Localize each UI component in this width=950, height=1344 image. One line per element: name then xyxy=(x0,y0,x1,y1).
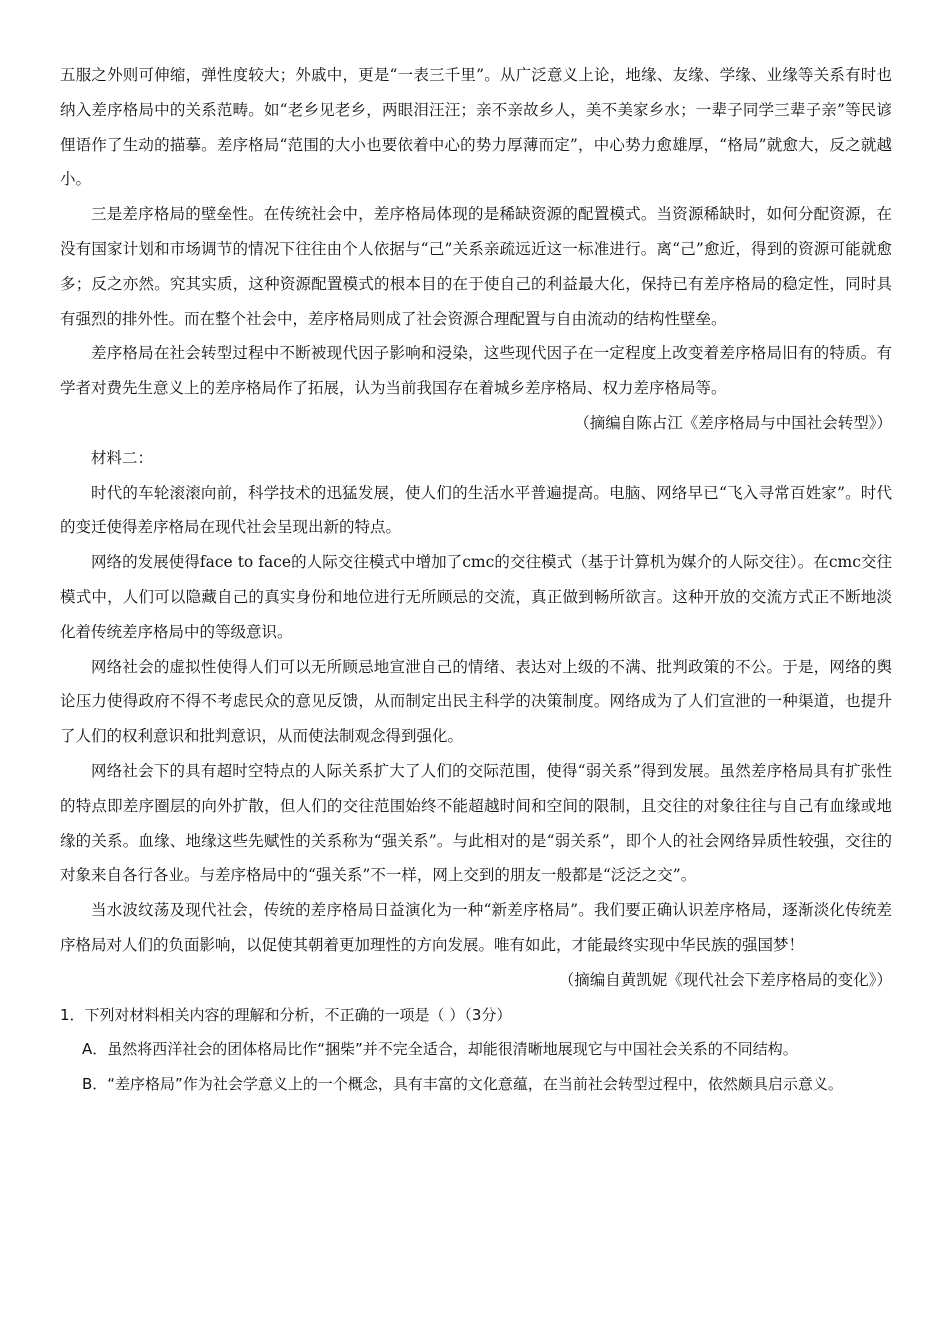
material-2-heading: 材料二： xyxy=(91,448,154,467)
question-1: 1．下列对材料相关内容的理解和分析，不正确的一项是（ ）（3分） xyxy=(60,1005,512,1024)
paragraph-new-pattern: 当水波纹荡及现代社会，传统的差序格局日益演化为一种“新差序格局”。我们要正确认识差序格局，逐渐淡化传统差序格局对人们的负面影响，以促使其朝着更加理性的方向发展。唯有如此，才能最终实现中华民族的强国梦！ xyxy=(60,901,892,954)
paragraph-weak-ties: 网络社会下的具有超时空特点的人际关系扩大了人们的交际范围，使得“弱关系”得到发展。虽然差序格局具有扩张性的特点即差序圈层的向外扩散，但人们的交往范围始终不能超越时间和空间的限制，且交往的对象往往与自己有血缘或地缘的关系。血缘、地缘这些先赋性的关系称为“强关系”。与此相对的是“弱关系”，即个人的社会网络异质性较强，交往的对象来自各行各业。与差序格局中的“强关系”不一样，网上交到的朋友一般都是“泛泛之交”。 xyxy=(60,761,892,885)
document-page xyxy=(60,58,892,1102)
option-a: A．虽然将西洋社会的团体格局比作“捆柴”并不完全适合，却能很清晰地展现它与中国社会关系的不同结构。 xyxy=(82,1040,798,1059)
paragraph-transition: 差序格局在社会转型过程中不断被现代因子影响和浸染，这些现代因子在一定程度上改变着差序格局旧有的特质。有学者对费先生意义上的差序格局作了拓展，认为当前我国存在着城乡差序格局、权力差序格局等。 xyxy=(60,344,892,398)
source-citation-2: （摘编自黄凯妮《现代社会下差序格局的变化》） xyxy=(558,970,892,989)
paragraph-virtual: 网络社会的虚拟性使得人们可以无所顾忌地宣泄自己的情绪、表达对上级的不满、批判政策的不公。于是，网络的舆论压力使得政府不得不考虑民众的意见反馈，从而制定出民主科学的决策制度。网络成为了人们宣泄的一种渠道，也提升了人们的权利意识和批判意识，从而使法制观念得到强化。 xyxy=(60,657,892,746)
paragraph-cmc: 网络的发展使得face to face的人际交往模式中增加了cmc的交往模式（基于计算机为媒介的人际交往）。在cmc交往模式中，人们可以隐藏自己的真实身份和地位进行无所顾忌的交流，真正做到畅所欲言。这种开放的交流方式正不断地淡化着传统差序格局中的等级意识。 xyxy=(60,553,892,641)
source-citation-1: （摘编自陈占江《差序格局与中国社会转型》） xyxy=(574,413,892,432)
paragraph-era: 时代的车轮滚滚向前，科学技术的迅猛发展，使人们的生活水平普遍提高。电脑、网络早已“飞入寻常百姓家”。时代的变迁使得差序格局在现代社会呈现出新的特点。 xyxy=(60,483,892,537)
paragraph-barrier: 三是差序格局的壁垒性。在传统社会中，差序格局体现的是稀缺资源的配置模式。当资源稀缺时，如何分配资源，在没有国家计划和市场调节的情况下往往由个人依据与“己”关系亲疏远近这一标准进行。离“己”愈近，得到的资源可能就愈多；反之亦然。究其实质，这种资源配置模式的根本目的在于使自己的利益最大化，保持已有差序格局的稳定性，同时具有强烈的排外性。而在整个社会中，差序格局则成了社会资源合理配置与自由流动的结构性壁垒。 xyxy=(60,205,892,328)
paragraph-wufu: 五服之外则可伸缩，弹性度较大；外戚中，更是“一表三千里”。从广泛意义上论，地缘、友缘、学缘、业缘等关系有时也纳入差序格局中的关系范畴。如“老乡见老乡，两眼泪汪汪；亲不亲故乡人，美不美家乡水；一辈子同学三辈子亲”等民谚俚语作了生动的描摹。差序格局“范围的大小也要依着中心的势力厚薄而定”，中心势力愈雄厚，“格局”就愈大，反之就越小。 xyxy=(60,66,892,189)
option-b: B．“差序格局”作为社会学意义上的一个概念，具有丰富的文化意蕴，在当前社会转型过程中，依然颇具启示意义。 xyxy=(82,1075,843,1094)
